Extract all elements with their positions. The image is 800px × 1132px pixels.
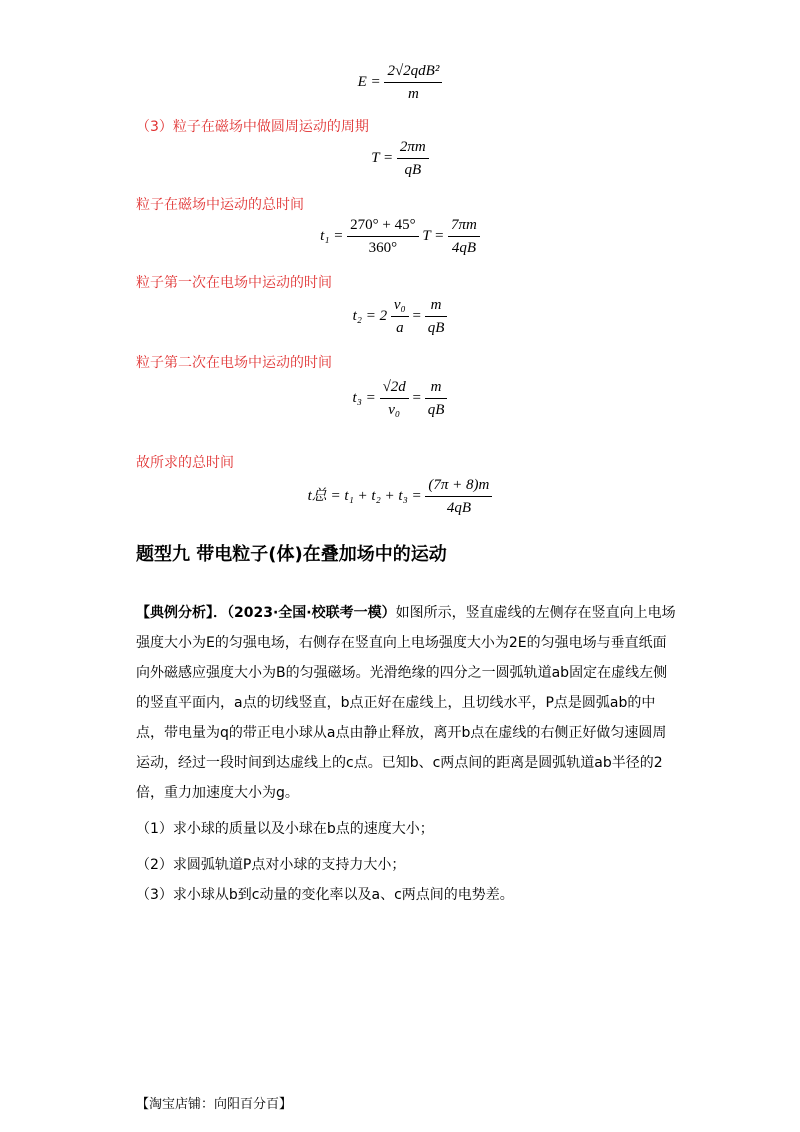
numerator: 7πm — [448, 216, 480, 237]
denominator: qB — [404, 162, 422, 178]
fraction — [448, 216, 480, 257]
example-tag: 【典例分析】 — [136, 605, 213, 621]
equation-t2 — [0, 296, 800, 337]
denominator: qB — [427, 402, 445, 418]
label-first-electric-time: 粒子第一次在电场中运动的时间 — [136, 275, 332, 291]
question-3: （3）求小球从b到c动量的变化率以及a、c两点间的电势差。 — [136, 887, 514, 903]
numerator: 2√2qdB² — [384, 62, 442, 83]
denominator: 360° — [368, 240, 398, 256]
fraction — [397, 138, 429, 179]
denominator: v₀ — [388, 402, 401, 418]
example-source: ．（2023·全国·校联考一模） — [213, 605, 396, 621]
label-second-electric-time: 粒子第二次在电场中运动的时间 — [136, 355, 332, 371]
part3-label: （3）粒子在磁场中做圆周运动的周期 — [136, 119, 369, 135]
label-total-magnetic-time: 粒子在磁场中运动的总时间 — [136, 197, 304, 213]
denominator: 4qB — [446, 500, 471, 516]
fraction — [425, 476, 492, 517]
eq-mid: T = — [422, 227, 445, 244]
equation-t3 — [0, 378, 800, 419]
footer-shop-label: 【淘宝店铺：向阳百分百】 — [136, 1097, 293, 1112]
denominator: 4qB — [451, 240, 477, 256]
denominator: qB — [427, 320, 445, 336]
fraction — [384, 62, 442, 103]
denominator: a — [396, 320, 404, 336]
eq-mid: = — [412, 389, 422, 406]
denominator: m — [407, 86, 419, 102]
eq-lhs: t₁ = — [320, 227, 344, 244]
numerator: v₀ — [391, 296, 409, 317]
section-title: 题型九 带电粒子(体)在叠加场中的运动 — [136, 544, 447, 565]
numerator: (7π + 8)m — [425, 476, 492, 497]
question-2: （2）求圆弧轨道P点对小球的支持力大小； — [136, 857, 406, 873]
eq-lhs: E = — [357, 73, 381, 90]
equation-T — [0, 138, 800, 179]
question-1: （1）求小球的质量以及小球在b点的速度大小； — [136, 821, 434, 837]
numerator: m — [425, 378, 448, 399]
fraction — [380, 378, 409, 419]
equation-t1 — [0, 216, 800, 257]
equation-total — [0, 476, 800, 517]
fraction — [425, 296, 448, 337]
eq-lhs: t总 = t₁ + t₂ + t₃ = — [307, 487, 422, 504]
eq-mid: = — [412, 307, 421, 324]
eq-lhs: t₂ = 2 — [352, 307, 388, 324]
numerator: m — [425, 296, 448, 317]
fraction — [425, 378, 448, 419]
label-total-time: 故所求的总时间 — [136, 455, 234, 471]
fraction — [347, 216, 418, 257]
fraction — [391, 296, 409, 337]
equation-E — [0, 62, 800, 103]
numerator: 2πm — [397, 138, 429, 159]
example-body: 如图所示，竖直虚线的左侧存在竖直向上电场强度大小为E的匀强电场，右侧存在竖直向上电场强度大小为2E的匀强电场与垂直纸面向外磁感应强度大小为B的匀强磁场。光滑绝缘的四分之一圆弧轨道ab固定在虚线左侧的竖直平面内，a点的切线竖直，b点正好在虚线上，且切线水平，P点是圆弧ab的中点，带电量为q的带正电小球从a点由静止释放，离开b点在虚线的右侧正好做匀速圆周运动，经过一段时间到达虚线上的c点。已知b、c两点间的距离是圆弧轨道ab半径的2倍，重力加速度大小为g。 — [136, 605, 676, 801]
numerator: √2d — [380, 378, 409, 399]
example-problem — [136, 598, 676, 808]
numerator: 270° + 45° — [347, 216, 418, 237]
eq-lhs: T = — [371, 149, 394, 166]
eq-lhs: t₃ = — [352, 389, 376, 406]
